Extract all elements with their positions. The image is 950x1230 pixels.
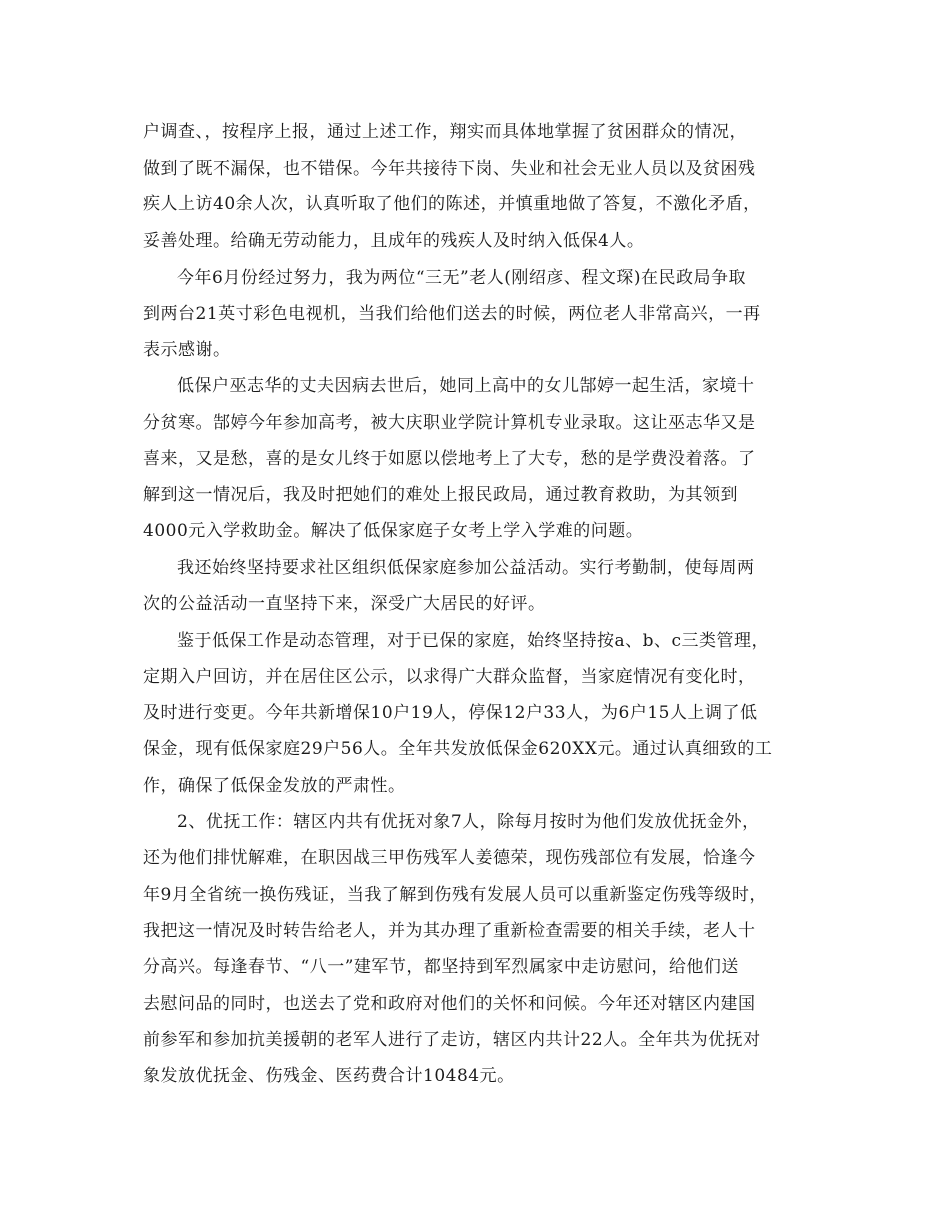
text-line: 疾人上访40余人次，认真听取了他们的陈述，并慎重地做了答复，不激化矛盾，	[143, 194, 761, 214]
text-line: 我把这一情况及时转告给老人，并为其办理了重新检查需要的相关手续，老人十	[143, 921, 756, 941]
text-line: 还为他们排忧解难，在职因战三甲伤残军人姜德荣，现伤残部位有发展，恰逢今	[143, 848, 756, 868]
text-line: 表示感谢。	[143, 340, 231, 360]
text-line: 户调查、，按程序上报，通过上述工作，翔实而具体地掌握了贫困群众的情况，	[143, 122, 747, 142]
text-line: 妥善处理。给确无劳动能力，且成年的残疾人及时纳入低保4人。	[143, 231, 645, 251]
text-line: 喜来，又是愁，喜的是女儿终于如愿以偿地考上了大专，愁的是学费没着落。了	[143, 449, 756, 469]
text-line: 象发放优抚金、伤残金、医药费合计10484元。	[143, 1066, 515, 1086]
text-line: 解到这一情况后，我及时把她们的难处上报民政局，通过教育救助，为其领到	[143, 485, 738, 505]
text-line: 定期入户回访，并在居住区公示，以求得广大群众监督，当家庭情况有变化时，	[143, 667, 756, 687]
text-line: 及时进行变更。今年共新增保10户19人，停保12户33人，为6户15人上调了低	[143, 703, 758, 723]
text-line: 作，确保了低保金发放的严肃性。	[143, 776, 406, 796]
text-line: 去慰问品的同时，也送去了党和政府对他们的关怀和问候。今年还对辖区内建国	[143, 994, 756, 1014]
text-line: 前参军和参加抗美援朝的老军人进行了走访，辖区内共计22人。全年共为优抚对	[143, 1030, 761, 1050]
text-line: 4000元入学救助金。解决了低保家庭子女考上学入学难的问题。	[143, 521, 644, 541]
text-line: 分贫寒。郜婷今年参加高考，被大庆职业学院计算机专业录取。这让巫志华又是	[143, 413, 756, 433]
text-line: 分高兴。每逢春节、“八一”建军节，都坚持到军烈属家中走访慰问，给他们送	[143, 957, 739, 977]
paragraph-start-line: 低保户巫志华的丈夫因病去世后，她同上高中的女儿郜婷一起生活，家境十	[177, 376, 755, 396]
text-line: 保金，现有低保家庭29户56人。全年共发放低保金620XX元。通过认真细致的工	[143, 739, 773, 759]
paragraph-start-line: 今年6月份经过努力，我为两位“三无”老人(刚绍彦、程文琛)在民政局争取	[177, 268, 746, 288]
paragraph-start-line: 2、优抚工作：辖区内共有优抚对象7人，除每月按时为他们发放优抚金外，	[177, 812, 760, 832]
text-line: 次的公益活动一直坚持下来，深受广大居民的好评。	[143, 594, 546, 614]
paragraph-start-line: 鉴于低保工作是动态管理，对于已保的家庭，始终坚持按a、b、c三类管理，	[177, 631, 770, 651]
text-line: 年9月全省统一换伤残证，当我了解到伤残有发展人员可以重新鉴定伤残等级时，	[143, 885, 767, 905]
text-line: 做到了既不漏保，也不错保。今年共接待下岗、失业和社会无业人员以及贫困残	[143, 159, 756, 179]
paragraph-start-line: 我还始终坚持要求社区组织低保家庭参加公益活动。实行考勤制，使每周两	[177, 558, 755, 578]
text-line: 到两台21英寸彩色电视机，当我们给他们送去的时候，两位老人非常高兴，一再	[143, 304, 761, 324]
